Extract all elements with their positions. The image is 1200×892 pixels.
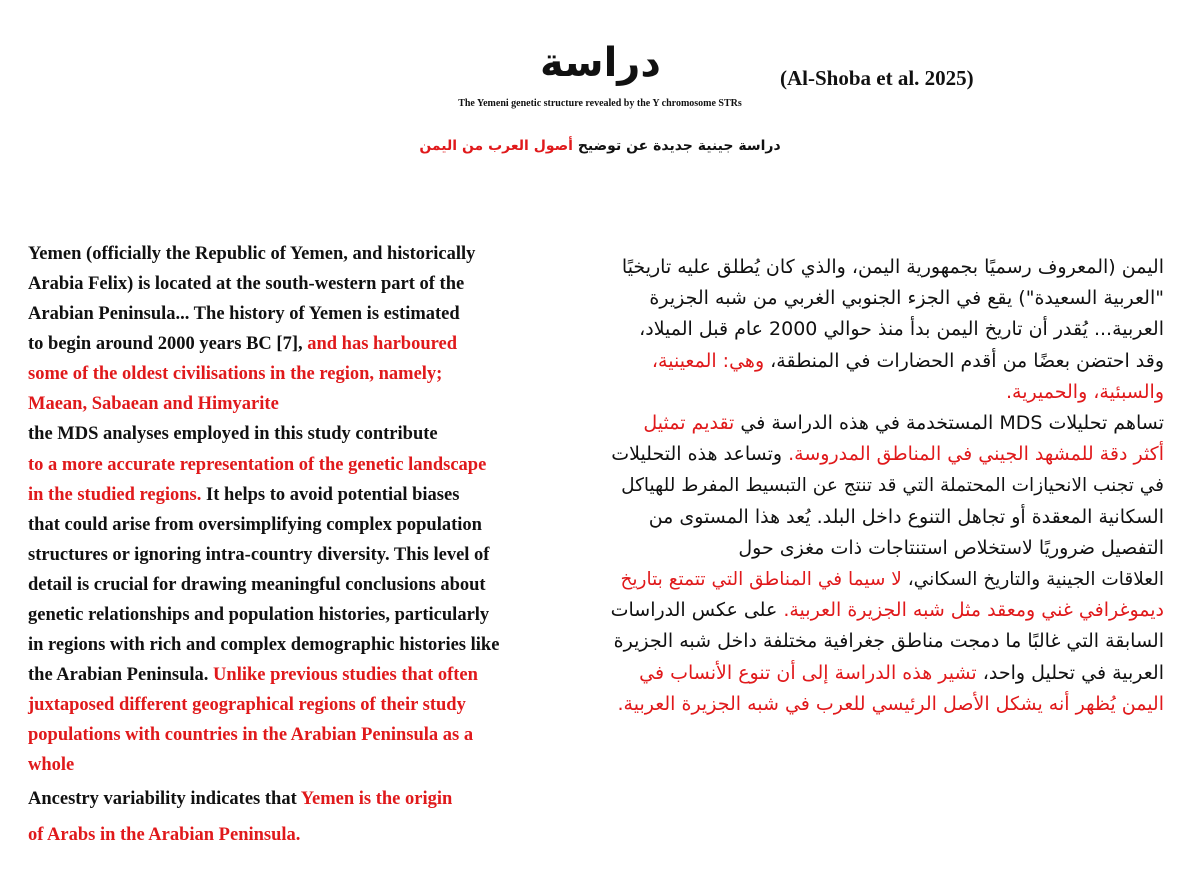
english-line-14: in regions with rich and complex demographic histories like [28, 635, 500, 655]
english-line-7: the MDS analyses employed in this study contribute [28, 424, 438, 444]
english-line-15 [28, 661, 478, 689]
arabic-line-7 [608, 439, 1164, 470]
english-line-15-black: the Arabian Peninsula. [28, 665, 214, 685]
arabic-line-11-black: العلاقات الجينية والتاريخ السكاني، [901, 569, 1164, 591]
english-line-15-red: Unlike previous studies that often [213, 665, 478, 685]
arabic-line-15: اليمن يُظهر أنه يشكل الأصل الرئيسي للعرب في شبه الجزيرة العربية. [617, 692, 1164, 715]
arabic-line-1: اليمن (المعروف رسميًا بجمهورية اليمن، والذي كان يُطلق عليه تاريخيًا [621, 256, 1164, 278]
english-line-4 [28, 330, 457, 358]
arabic-line-10: التفصيل ضروريًا لاستخلاص استنتاجات ذات مغزى حول [738, 536, 1164, 559]
arabic-title [0, 138, 1200, 155]
arabic-line-14-black: العربية في تحليل واحد، [976, 661, 1164, 684]
english-line-3: Arabian Peninsula... The history of Yemen is estimated [28, 304, 460, 324]
english-line-1: Yemen (officially the Republic of Yemen, and historically [28, 244, 476, 264]
arabic-line-13: السابقة التي غالبًا ما دمجت مناطق جغرافية مختلفة داخل شبه الجزيرة [613, 630, 1164, 653]
arabic-line-6-black: تساهم تحليلات MDS المستخدمة في هذه الدراسة في [734, 412, 1164, 435]
arabic-line-9: السكانية المعقدة أو تجاهل التنوع داخل البلد. يُعد هذا المستوى من [648, 505, 1164, 528]
arabic-line-3: العربية... يُقدر أن تاريخ اليمن بدأ منذ حوالي 2000 عام قبل الميلاد، [639, 318, 1164, 341]
arabic-title-red: أصول العرب من اليمن [419, 138, 573, 154]
english-line-5: some of the oldest civilisations in the region, namely; [28, 364, 443, 384]
arabic-line-4-black: وقد احتضن بعضًا من أقدم الحضارات في المنطقة، [764, 349, 1164, 372]
arabic-study-label: دراسة [540, 40, 661, 86]
arabic-line-14 [608, 658, 1164, 689]
english-line-10: that could arise from oversimplifying complex population [28, 515, 482, 535]
arabic-line-4 [608, 346, 1164, 377]
english-line-9 [28, 481, 459, 509]
arabic-line-12-red: ديموغرافي غني ومعقد مثل شبه الجزيرة العربية. [783, 599, 1164, 622]
arabic-line-6 [608, 408, 1164, 439]
arabic-line-7-black: وتساعد هذه التحليلات [611, 443, 789, 466]
english-title: The Yemeni genetic structure revealed by the Y chromosome STRs [458, 98, 742, 109]
english-line-20: of Arabs in the Arabian Peninsula. [28, 825, 301, 845]
arabic-title-black: دراسة جينية جديدة عن توضيح [572, 138, 781, 154]
arabic-line-4-red: وهي: المعينية، [651, 349, 765, 372]
arabic-line-8: في تجنب الانحيازات المحتملة التي قد تنتج عن التبسيط المفرط للهياكل [621, 475, 1164, 497]
arabic-line-7-red: أكثر دقة للمشهد الجيني في المناطق المدروسة. [788, 443, 1164, 466]
english-line-4-black: to begin around 2000 years BC [7], [28, 334, 308, 354]
english-line-4-red: and has harboured [307, 334, 458, 354]
arabic-line-6-red: تقديم تمثيل [643, 412, 735, 435]
english-line-9-black: It helps to avoid potential biases [201, 485, 460, 505]
arabic-column [608, 252, 1164, 720]
english-line-9-red: in the studied regions. [28, 485, 202, 505]
arabic-line-12-black: على عكس الدراسات [610, 599, 784, 622]
arabic-line-11-red: لا سيما في المناطق التي تتمتع بتاريخ [620, 569, 902, 591]
english-line-19-red: Yemen is the origin [300, 789, 453, 809]
english-line-18: whole [28, 755, 75, 775]
arabic-line-5: والسبئية، والحميرية. [1006, 380, 1164, 403]
english-line-11: structures or ignoring intra-country diversity. This level of [28, 545, 490, 565]
english-line-16: juxtaposed different geographical regions of their study [28, 695, 466, 715]
english-line-6: Maean, Sabaean and Himyarite [28, 394, 279, 414]
arabic-line-14-red: تشير هذه الدراسة إلى أن تنوع الأنساب في [639, 661, 977, 684]
english-line-2: Arabia Felix) is located at the south-western part of the [28, 274, 465, 294]
arabic-line-2: "العربية السعيدة") يقع في الجزء الجنوبي الغربي من شبه الجزيرة [649, 287, 1164, 310]
english-line-17: populations with countries in the Arabian Peninsula as a [28, 725, 474, 745]
english-line-12: detail is crucial for drawing meaningful conclusions about [28, 575, 486, 595]
english-line-8: to a more accurate representation of the genetic landscape [28, 455, 487, 475]
english-line-19 [28, 785, 452, 813]
arabic-line-12 [608, 595, 1164, 626]
english-line-19-black: Ancestry variability indicates that [28, 789, 301, 809]
citation: (Al-Shoba et al. 2025) [780, 66, 974, 90]
english-line-13: genetic relationships and population histories, particularly [28, 605, 490, 625]
arabic-line-11 [608, 564, 1164, 595]
